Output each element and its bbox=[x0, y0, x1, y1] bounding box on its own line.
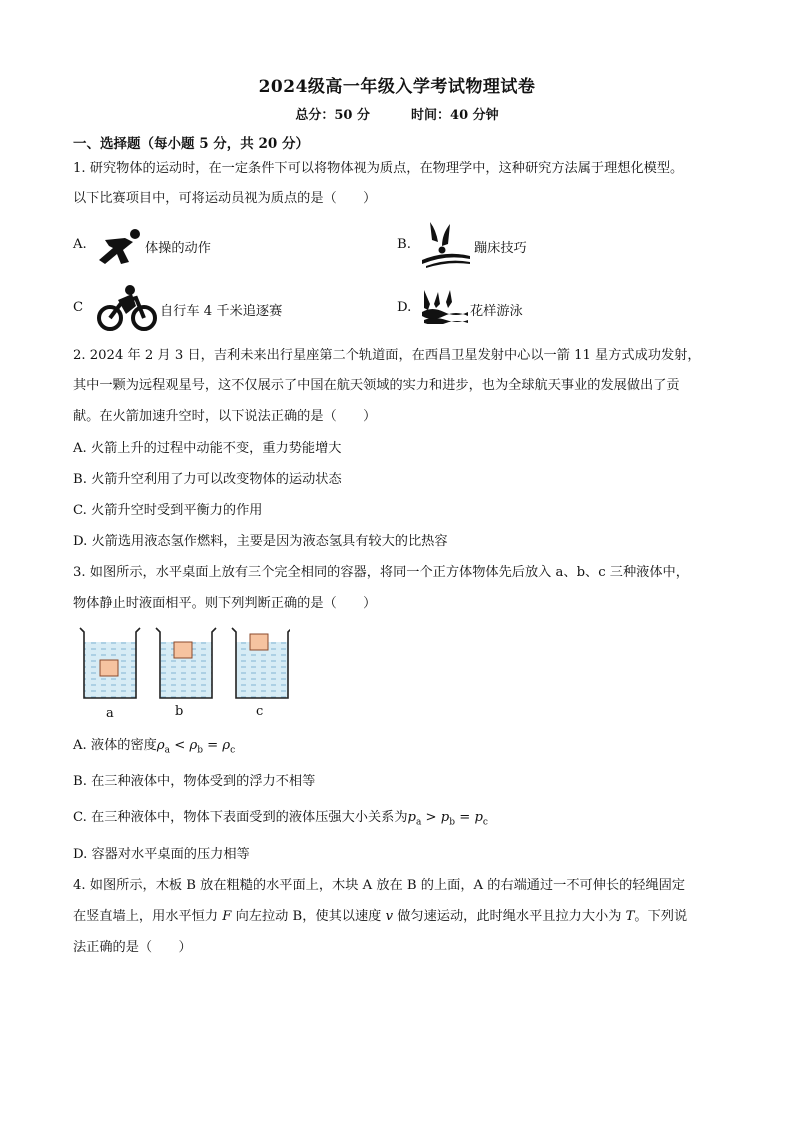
beaker-b bbox=[156, 628, 216, 698]
q1-option-d-letter: D. bbox=[397, 300, 412, 315]
beaker-label-b: b bbox=[175, 704, 184, 719]
q3-option-a: A. 液体的密度$\rho_a < \rho_b = \rho_c$ bbox=[73, 738, 236, 756]
q3-option-b: B. 在三种液体中，物体受到的浮力不相等 bbox=[73, 774, 316, 789]
q1-option-b-letter: B. bbox=[397, 237, 411, 252]
beaker-c bbox=[232, 628, 290, 698]
q4-stem-line3: 法正确的是（ ） bbox=[73, 940, 192, 955]
q1-stem-line1: 1. 研究物体的运动时，在一定条件下可以将物体视为质点，在物理学中，这种研究方法属于理想化模型。 bbox=[73, 161, 684, 176]
beaker-label-c: c bbox=[256, 704, 264, 719]
q2-option-c: C. 火箭升空时受到平衡力的作用 bbox=[73, 503, 263, 518]
synchronized-swimming-icon bbox=[420, 286, 470, 324]
q4-stem-line1: 4. 如图所示，木板 B 放在粗糙的水平面上，木块 A 放在 B 的上面，A 的右端通过一不可伸长的轻绳固定 bbox=[73, 878, 686, 893]
q1-option-b-text: 蹦床技巧 bbox=[474, 241, 527, 256]
trampoline-icon bbox=[420, 220, 472, 270]
q2-stem-line1: 2. 2024 年 2 月 3 日，吉利未来出行星座第二个轨道面，在西昌卫星发射中心以一箭 11 星方式成功发射， bbox=[73, 348, 701, 363]
q1-option-c-text: 自行车 4 千米追逐赛 bbox=[160, 304, 283, 319]
exam-meta bbox=[0, 104, 794, 123]
beaker-label-a: a bbox=[106, 706, 114, 721]
gymnast-icon bbox=[95, 226, 147, 270]
q3-stem-line1: 3. 如图所示，水平桌面上放有三个完全相同的容器，将同一个正方体物体先后放入 a、b、c 三种液体中， bbox=[73, 565, 689, 580]
q2-stem-line2: 其中一颗为远程观星号，这不仅展示了中国在航天领域的实力和进步，也为全球航天事业的发展做出了贡 bbox=[73, 378, 680, 393]
q3-option-d: D. 容器对水平桌面的压力相等 bbox=[73, 847, 250, 862]
q1-option-c-letter: C bbox=[73, 300, 84, 315]
exam-time: 时间：40 分钟 bbox=[411, 108, 499, 123]
q3-stem-line2: 物体静止时液面相平。则下列判断正确的是（ ） bbox=[73, 596, 377, 611]
total-score: 总分：50 分 bbox=[295, 108, 370, 123]
section-heading-multiple-choice: 一、选择题（每小题 5 分，共 20 分） bbox=[73, 136, 309, 152]
cyclist-icon bbox=[96, 284, 158, 332]
q1-option-a-letter: A. bbox=[73, 237, 87, 252]
q2-option-d: D. 火箭选用液态氢作燃料，主要是因为液态氢具有较大的比热容 bbox=[73, 534, 448, 549]
q3-option-c: C. 在三种液体中，物体下表面受到的液体压强大小关系为$p_a > p_b = p_c$ bbox=[73, 810, 488, 828]
q2-option-b: B. 火箭升空利用了力可以改变物体的运动状态 bbox=[73, 472, 342, 487]
q1-option-d-text: 花样游泳 bbox=[470, 304, 523, 319]
q1-option-a-text: 体操的动作 bbox=[145, 241, 211, 256]
q1-stem-line2: 以下比赛项目中，可将运动员视为质点的是（ ） bbox=[73, 191, 377, 206]
q4-stem-line2: 在竖直墙上，用水平恒力 F 向左拉动 B，使其以速度 v 做匀速运动，此时绳水平且拉力大小为 T。下列说 bbox=[73, 909, 688, 924]
beaker-a bbox=[80, 628, 140, 698]
q2-stem-line3: 献。在火箭加速升空时，以下说法正确的是（ ） bbox=[73, 409, 377, 424]
exam-title: 2024级高一年级入学考试物理试卷 bbox=[258, 77, 536, 97]
q2-option-a: A. 火箭上升的过程中动能不变，重力势能增大 bbox=[73, 441, 342, 456]
